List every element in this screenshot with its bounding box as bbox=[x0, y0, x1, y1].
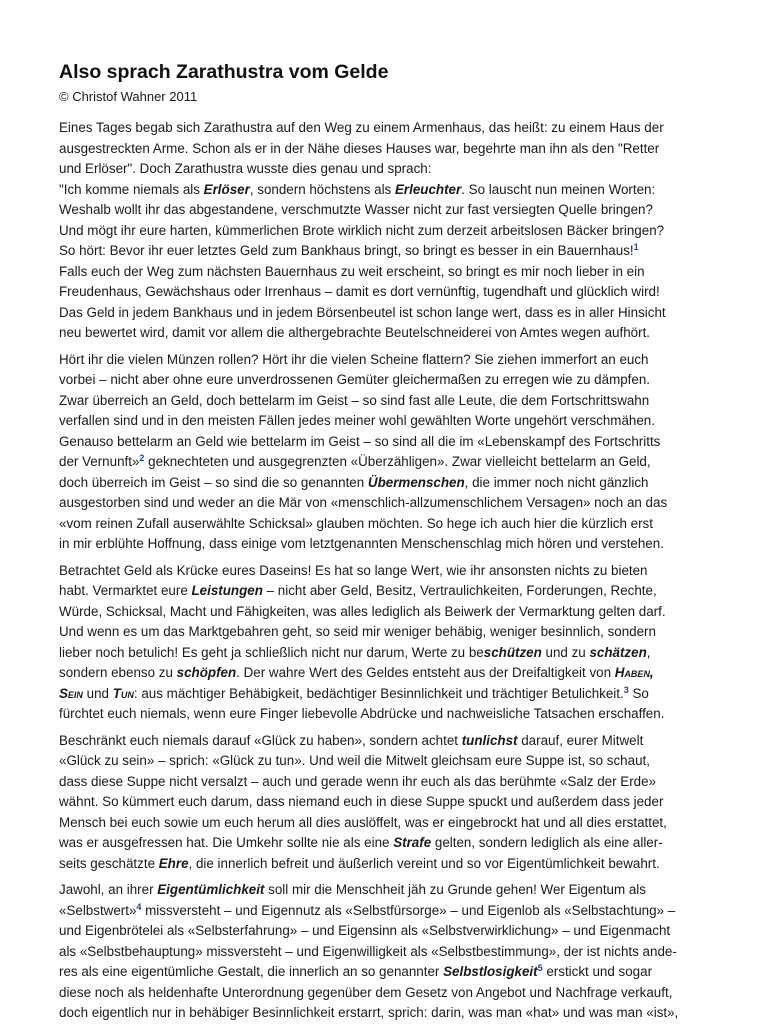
text-run: sondern ebenso zu bbox=[59, 665, 177, 680]
text-run: und zu bbox=[541, 644, 590, 660]
text-run: und Eigenbrötelei als «Selbsterfahrung» – und Eigensinn als «Selbstverwirklichung» – und Eigenmacht bbox=[59, 923, 671, 938]
text-run: – nicht aber Geld, Besitz, Vertraulichkeiten, Forderungen, Rechte, bbox=[262, 583, 657, 598]
text-run: Genauso bettelarm an Geld wie bettelarm im Geist – so sind all die im «Lebenskampf des Fortschritts bbox=[59, 433, 661, 449]
text-line bbox=[59, 792, 711, 813]
text-run: fürchtet euch niemals, wenn eure Finger liebevolle Abdrücke und nachweisliche Tatsachen erschaffen. bbox=[59, 706, 665, 721]
text-line bbox=[59, 813, 711, 834]
text-run: habt. Vermarktet eure bbox=[59, 583, 192, 598]
text-run: der Vernunft» bbox=[59, 454, 140, 469]
text-line bbox=[59, 180, 711, 201]
text-run: , bbox=[646, 644, 651, 660]
text-run: als «Selbstbehauptung» missversteht – und Eigenwilligkeit als «Selbstbestimmung», der ist nichts ande- bbox=[59, 943, 677, 959]
text-line bbox=[59, 1003, 711, 1024]
emphasis: Eigentümlichkeit bbox=[157, 882, 265, 897]
emphasis: Erlöser bbox=[203, 181, 250, 197]
text-run: ausgestreckten Arme. Schon als er in der Nähe dieses Hauses war, begehrte man ihn als den "Retter bbox=[59, 140, 660, 156]
document-title: Also sprach Zarathustra vom Gelde bbox=[59, 61, 389, 83]
text-run: ausgestorben sind und weder an die Mär von «menschlich-allzumenschlichem Versagen» noch an das bbox=[59, 495, 668, 510]
paragraph bbox=[59, 350, 711, 555]
text-run: Falls euch der Weg zum nächsten Bauernhaus zu weit erscheint, so bringt es mir noch lieber in ein bbox=[59, 263, 645, 279]
text-line bbox=[59, 833, 711, 854]
text-line bbox=[59, 200, 711, 221]
text-line bbox=[59, 880, 711, 901]
text-run: Hört ihr die vielen Münzen rollen? Hört ihr die vielen Scheine flattern? Sie ziehen immerfort an euch bbox=[59, 351, 649, 367]
text-line bbox=[59, 663, 711, 684]
text-run: Beschränkt euch niemals darauf «Glück zu haben», sondern achtet bbox=[59, 732, 462, 748]
emphasis: Übermenschen bbox=[367, 474, 465, 490]
text-run: soll mir die Menschheit jäh zu Grunde gehen! Wer Eigentum als bbox=[264, 882, 646, 897]
text-run: missversteht – und Eigennutz als «Selbstfürsorge» – und Eigenlob als «Selbstachtung» – bbox=[141, 902, 676, 918]
text-run: «vom reinen Zufall auserwählte Schicksal» glauben möchten. So hege ich auch hier die kürzlich erst bbox=[59, 515, 653, 531]
footnote-ref[interactable]: 4 bbox=[136, 901, 142, 912]
emphasis: tunlichst bbox=[461, 732, 518, 748]
text-run: doch eigentlich nur in behäbiger Besinnlichkeit erstarrt, sprich: darin, was man «hat» und was man «ist», bbox=[59, 1005, 679, 1020]
text-line bbox=[59, 411, 711, 432]
text-run: seits geschätzte bbox=[59, 855, 159, 871]
text-line bbox=[59, 942, 711, 963]
text-run: , die immer noch nicht gänzlich bbox=[464, 474, 649, 490]
text-line bbox=[59, 303, 711, 324]
emphasis: Ehre bbox=[158, 855, 189, 871]
text-run: «Glück zu sein» – sprich: «Glück zu tun». Und weil die Mitwelt gleichsam eure Suppe ist, so schaut, bbox=[59, 753, 650, 768]
footnote-ref[interactable]: 3 bbox=[623, 684, 629, 695]
text-run: : aus mächtiger Behäbigkeit, bedächtiger Besinnlichkeit und trächtiger Betulichkeit. bbox=[133, 685, 624, 701]
footnote-ref[interactable]: 5 bbox=[537, 963, 543, 973]
text-run: Weshalb wollt ihr das abgestandene, verschmutzte Wasser nicht zur fast versiegten Quelle bringen? bbox=[59, 202, 653, 217]
text-run: Würde, Schicksal, Macht und Fähigkeiten, was alles lediglich als Beiwerk der Vermarktung gelten darf. bbox=[59, 603, 666, 619]
text-run: Eines Tages begab sich Zarathustra auf den Weg zu einem Armenhaus, das heißt: zu einem Haus der bbox=[59, 120, 664, 135]
text-line bbox=[59, 370, 711, 391]
text-run: verfallen sind und in den meisten Fällen jedes meiner wohl gewählten Worte ungehört verschmähen. bbox=[59, 413, 655, 428]
text-run: was er ausgefressen hat. Die Umkehr sollte nie als eine bbox=[59, 835, 394, 850]
small-caps-term: Tun bbox=[112, 685, 134, 701]
text-line bbox=[59, 731, 711, 752]
document-text bbox=[59, 118, 711, 1024]
text-line bbox=[59, 493, 711, 514]
emphasis: Selbstlosigkeit bbox=[443, 964, 538, 979]
text-run: So hört: Bevor ihr euer letztes Geld zum Bankhaus bringt, so bringt es besser in ein Bauernhaus! bbox=[59, 243, 634, 258]
footnote-ref[interactable]: 1 bbox=[633, 242, 639, 252]
text-run: diese noch als heldenhafte Unterordnung gegenüber dem Gesetz von Angebot und Nachfrage verkauft, bbox=[59, 984, 673, 1000]
text-run: «Selbstwert» bbox=[59, 902, 137, 918]
text-line bbox=[59, 514, 711, 535]
copyright-line: © Christof Wahner 2011 bbox=[59, 89, 198, 104]
text-run: gelten, sondern lediglich als eine aller- bbox=[431, 835, 663, 850]
text-run: und Erlöser". Doch Zarathustra wusste dies genau und sprach: bbox=[59, 161, 432, 176]
small-caps-term: Sein bbox=[59, 685, 83, 701]
emphasis: Leistungen bbox=[191, 583, 263, 598]
text-run: So bbox=[628, 685, 649, 701]
text-run: neu bewertet wird, damit vor allem die althergebrachte Beutelschneiderei von Amtes wegen aufhört. bbox=[59, 325, 651, 340]
paragraph bbox=[59, 731, 711, 875]
text-line bbox=[59, 241, 711, 262]
emphasis: Erleuchter bbox=[394, 181, 462, 197]
text-line bbox=[59, 118, 711, 139]
text-line bbox=[59, 159, 711, 180]
text-line bbox=[59, 581, 711, 602]
text-line bbox=[59, 473, 711, 494]
emphasis: Strafe bbox=[393, 835, 432, 850]
text-run: , sondern höchstens als bbox=[249, 181, 395, 197]
text-line bbox=[59, 602, 711, 623]
text-line bbox=[59, 643, 711, 664]
text-run: vorbei – nicht aber ohne eure unverdrossenen Gemüter gleichermaßen zu erregen wie zu dämpfen. bbox=[59, 372, 651, 387]
text-line bbox=[59, 704, 711, 725]
text-line bbox=[59, 962, 711, 983]
text-run: , die innerlich befreit und äußerlich vereint und so vor Eigentümlichkeit bewahrt. bbox=[188, 855, 660, 871]
text-line bbox=[59, 561, 711, 582]
text-line bbox=[59, 534, 711, 555]
text-line bbox=[59, 452, 711, 473]
text-run: . Der wahre Wert des Geldes entsteht aus der Dreifaltigkeit von bbox=[236, 665, 615, 680]
text-line bbox=[59, 751, 711, 772]
text-run: wähnt. So kümmert euch darum, dass niemand euch in diese Suppe spuckt und außerdem dass jeder bbox=[59, 794, 664, 809]
text-line bbox=[59, 139, 711, 160]
text-run: . So lauscht nun meinen Worten: bbox=[461, 181, 656, 197]
text-line bbox=[59, 921, 711, 942]
text-line bbox=[59, 772, 711, 793]
text-run: geknechteten und ausgegrenzten «Überzähligen». Zwar vielleicht bettelarm an Geld, bbox=[144, 454, 651, 469]
text-run: Freudenhaus, Gewächshaus oder Irrenhaus – damit es dort vernünftig, tugendhaft und glücklich wird! bbox=[59, 284, 660, 299]
text-line bbox=[59, 854, 711, 875]
text-run: erstickt und sogar bbox=[542, 964, 653, 979]
text-run: res als eine eigentümliche Gestalt, die innerlich an so genannter bbox=[59, 964, 444, 979]
paragraph bbox=[59, 118, 711, 344]
text-run: Zwar überreich an Geld, doch bettelarm im Geist – so sind fast alle Leute, die dem Fortschrittswahn bbox=[59, 392, 650, 408]
text-run: Und wenn es um das Marktgebahren geht, so seid mir weniger behäbig, weniger besinnlich, sondern bbox=[59, 624, 656, 639]
text-line bbox=[59, 432, 711, 453]
text-run: "Ich komme niemals als bbox=[59, 181, 204, 197]
text-run: dass diese Suppe nicht versalzt – auch und gerade wenn ihr euch als das berühmte «Salz der Erde» bbox=[59, 773, 656, 789]
text-line bbox=[59, 262, 711, 283]
emphasis: schätzen bbox=[589, 644, 647, 660]
text-line bbox=[59, 983, 711, 1004]
text-line bbox=[59, 901, 711, 922]
text-line bbox=[59, 391, 711, 412]
emphasis: schöpfen bbox=[176, 665, 237, 680]
text-line bbox=[59, 221, 711, 242]
text-run: in mir erblühte Hoffnung, dass einige vom letztgenannten Menschenschlag mich hören und verstehen. bbox=[59, 536, 664, 551]
text-run: Jawohl, an ihrer bbox=[59, 882, 158, 897]
text-line bbox=[59, 622, 711, 643]
text-line bbox=[59, 350, 711, 371]
emphasis: schützen bbox=[483, 644, 542, 660]
paragraph bbox=[59, 561, 711, 725]
text-run: und bbox=[82, 685, 113, 701]
small-caps-term: Haben, bbox=[614, 665, 654, 680]
text-run: Das Geld in jedem Bankhaus und in jedem Börsenbeutel ist schon lange wert, dass es in aller Hinsicht bbox=[59, 304, 666, 320]
text-line bbox=[59, 323, 711, 344]
document-body bbox=[59, 60, 711, 1024]
text-run: darauf, eurer Mitwelt bbox=[517, 732, 644, 748]
text-line bbox=[59, 282, 711, 303]
footnote-ref[interactable]: 2 bbox=[139, 453, 145, 463]
text-run: Mensch bei euch sowie um euch herum all dies auslöffelt, was er eingebrockt hat und all dies erstattet, bbox=[59, 814, 667, 830]
text-run: Betrachtet Geld als Krücke eures Daseins! Es hat so lange Wert, wie ihr ansonsten nichts zu bieten bbox=[59, 562, 648, 578]
text-run: lieber noch betulich! Es geht ja schließlich nicht nur darum, Werte zu be bbox=[59, 644, 484, 660]
text-line bbox=[59, 684, 711, 705]
paragraph bbox=[59, 880, 711, 1024]
text-run: Und mögt ihr eure harten, kümmerlichen Brote wirklich nicht zum derzeit arbeitslosen Bäcker bringen? bbox=[59, 222, 665, 238]
text-run: doch überreich im Geist – so sind die so genannten bbox=[59, 474, 368, 490]
